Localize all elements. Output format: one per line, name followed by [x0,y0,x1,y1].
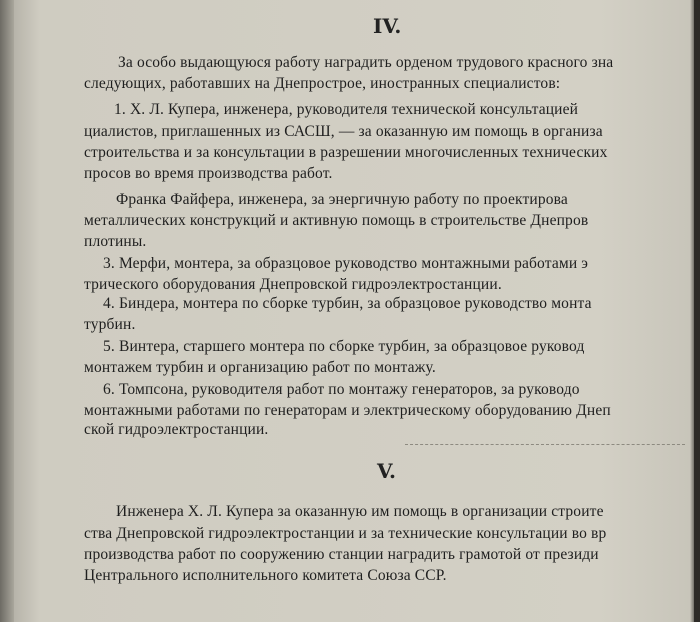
s4-line: монтажными работами по генераторам и электрическому оборудованию Днеп [84,402,611,419]
s4-line: Франка Файфера, инженера, за энергичную работу по проектирова [116,191,568,208]
page-edge [694,0,700,622]
section-heading-5: V. [377,459,396,483]
s4-line: ской гидроэлектростанции. [84,421,269,438]
s4-line: За особо выдающуюся работу наградить орденом трудового красного зна [118,54,614,71]
s4-line: циалистов, приглашенных из САСШ, — за оказанную им помощь в организа [84,123,603,140]
s4-line: 3. Мерфи, монтера, за образцовое руководство монтажными работами э [103,255,589,272]
s4-line: 4. Биндера, монтера по сборке турбин, за образцовое руководство монта [103,295,592,312]
s4-line: просов во время производства работ. [84,165,333,182]
s5-line: производства работ по сооружению станции наградить грамотой от президи [84,546,599,563]
s5-line: Центрального исполнительного комитета Союза ССР. [84,567,447,584]
s5-line: ства Днепровской гидроэлектростанции и за технические консультации во вр [84,525,607,542]
ink-mark [405,444,685,445]
section-heading-4: IV. [373,14,402,38]
s4-line: металлических конструкций и активную помощь в строительстве Днепров [84,212,589,229]
s4-line: монтажем турбин и организацию работ по монтажу. [84,359,436,376]
s4-line: следующих, работавших на Днепрострое, иностранных специалистов: [84,75,561,92]
s4-line: строительства и за консультации в разрешении многочисленных технических [84,144,608,161]
s4-line: 5. Винтера, старшего монтера по сборке турбин, за образцовое руковод [103,338,585,355]
s4-line: 1. Х. Л. Купера, инженера, руководителя технической консультацией [114,101,579,118]
s4-line: плотины. [84,233,147,250]
book-spine-shadow [0,0,14,622]
s4-line: турбин. [84,316,136,333]
s4-line: трического оборудования Днепровской гидроэлектростанции. [84,276,502,293]
s4-line: 6. Томпсона, руководителя работ по монтажу генераторов, за руководо [103,381,580,398]
s5-line: Инженера Х. Л. Купера за оказанную им помощь в организации строите [116,503,604,520]
